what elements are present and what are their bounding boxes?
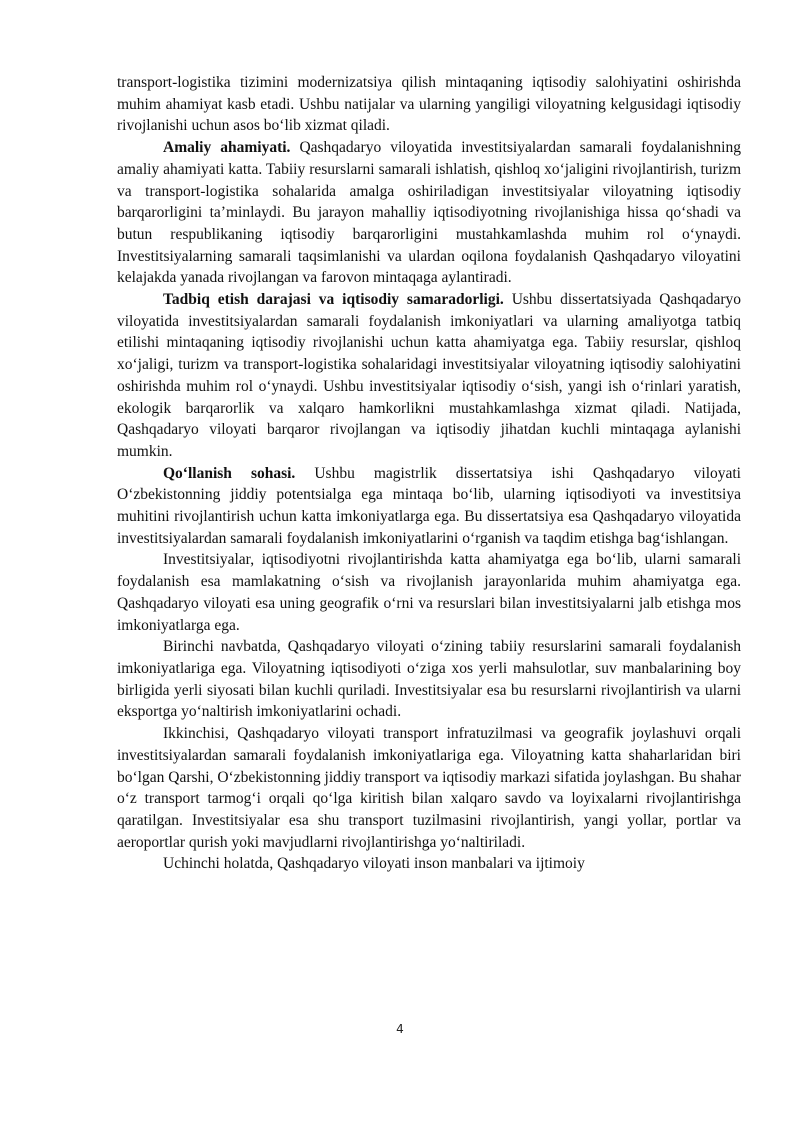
paragraph <box>117 463 741 550</box>
paragraph-text: Uchinchi holatda, Qashqadaryo viloyati inson manbalari va ijtimoiy <box>163 855 585 873</box>
paragraph-text: Ushbu magistrlik dissertatsiya ishi Qashqadaryo viloyati O‘zbekistonning jiddiy potentsialga ega mintaqa bo‘lib, ularning iqtisodiyoti va investitsiya muhitini rivojlantirish uchun katta imkoniyatlarga ega. Bu dissertatsiya esa Qashqadaryo viloyatida investitsiyalardan samarali foydalanish imkoniyatlarini o‘rganish va taqdim etishga bag‘ishlangan. <box>117 464 741 547</box>
paragraph <box>117 723 741 853</box>
page-number: 4 <box>396 1022 404 1036</box>
paragraph <box>117 853 741 875</box>
document-page <box>117 72 741 875</box>
paragraph <box>117 72 741 137</box>
paragraph-text: Ikkinchisi, Qashqadaryo viloyati transport infratuzilmasi va geografik joylashuvi orqali investitsiyalardan samarali foydalanish imkoniyatlariga ega. Viloyatning katta shaharlaridan biri bo‘lgan Qarshi, O‘zbekistonning jiddiy transport va iqtisodiy markazi sifatida joylashgan. Bu shahar o‘z transport tarmog‘i orqali qo‘lga kiritish bilan xalqaro savdo va loyixalarni rivojlantirishga qaratilgan. Investitsiyalar esa shu transport tuzilmasini rivojlantirish, yangi yollar, portlar va aeroportlar qurish yoki mavjudlarni rivojlantirishga yo‘naltiriladi. <box>117 725 741 851</box>
paragraph-text: Qashqadaryo viloyatida investitsiyalardan samarali foydalanishning amaliy ahamiyati katta. Tabiiy resurslarni samarali ishlatish, qishloq xo‘jaligini rivojlantirish, turizm va transport-logistika sohalarida amalga oshiriladigan investitsiyalar viloyatning iqtisodiy barqarorligini ta’minlaydi. Bu jarayon mahalliy iqtisodiyotning rivojlanishiga hissa qo‘shadi va butun respublikaning iqtisodiy barqarorligini mustahkamlashda muhim rol o‘ynaydi. Investitsiyalarning samarali taqsimlanishi va ulardan oqilona foydalanish Qashqadaryo viloyatini kelajakda yanada rivojlangan va farovon mintaqaga aylantiradi. <box>117 139 741 287</box>
paragraph-text: Ushbu dissertatsiyada Qashqadaryo viloyatida investitsiyalardan samarali foydalanish imkoniyatlari va ularning amaliyotga tatbiq etilishi mintaqaning iqtisodiy rivojlanishi uchun katta ahamiyatga ega. Tabiiy resurslar, qishloq xo‘jaligi, turizm va transport-logistika sohalaridagi investitsiyalar viloyatning iqtisodiy salohiyatini oshirishda muhim rol o‘ynaydi. Ushbu investitsiyalar iqtisodiy o‘sish, yangi ish o‘rinlari yaratish, ekologik barqarorlik va xalqaro hamkorlikni mustahkamlashga xizmat qiladi. Natijada, Qashqadaryo viloyati barqaror rivojlangan va iqtisodiy jihatdan kuchli mintaqaga aylanishi mumkin. <box>117 291 741 460</box>
paragraph <box>117 137 741 289</box>
paragraph-text: Birinchi navbatda, Qashqadaryo viloyati o‘zining tabiiy resurslarini samarali foydalanish imkoniyatlariga ega. Viloyatning iqtisodiyoti o‘ziga xos yerli mahsulotlar, suv manbalarining boy birligida yerli siyosati bilan kuchli quriladi. Investitsiyalar esa bu resurslarni rivojlantirish va ularni eksportga yo‘naltirish imkoniyatlarini ochadi. <box>117 638 741 721</box>
paragraph <box>117 549 741 636</box>
paragraph-text: transport-logistika tizimini modernizatsiya qilish mintaqaning iqtisodiy salohiyatini oshirishda muhim ahamiyat kasb etadi. Ushbu natijalar va ularning yangiligi viloyatning kelgusidagi iqtisodiy rivojlanishi uchun asos bo‘lib xizmat qiladi. <box>117 74 741 135</box>
paragraph <box>117 289 741 463</box>
paragraph-heading: Tadbiq etish darajasi va iqtisodiy samaradorligi. <box>163 291 504 309</box>
paragraph <box>117 636 741 723</box>
paragraph-heading: Amaliy ahamiyati. <box>163 139 291 157</box>
paragraph-heading: Qo‘llanish sohasi. <box>163 464 296 482</box>
paragraph-text: Investitsiyalar, iqtisodiyotni rivojlantirishda katta ahamiyatga ega bo‘lib, ularni samarali foydalanish esa mamlakatning o‘sish va rivojlanish jarayonlarida muhim ahamiyatga ega. Qashqadaryo viloyati esa uning geografik o‘rni va resurslari bilan investitsiyalarni jalb etishga mos imkoniyatlarga ega. <box>117 551 741 634</box>
